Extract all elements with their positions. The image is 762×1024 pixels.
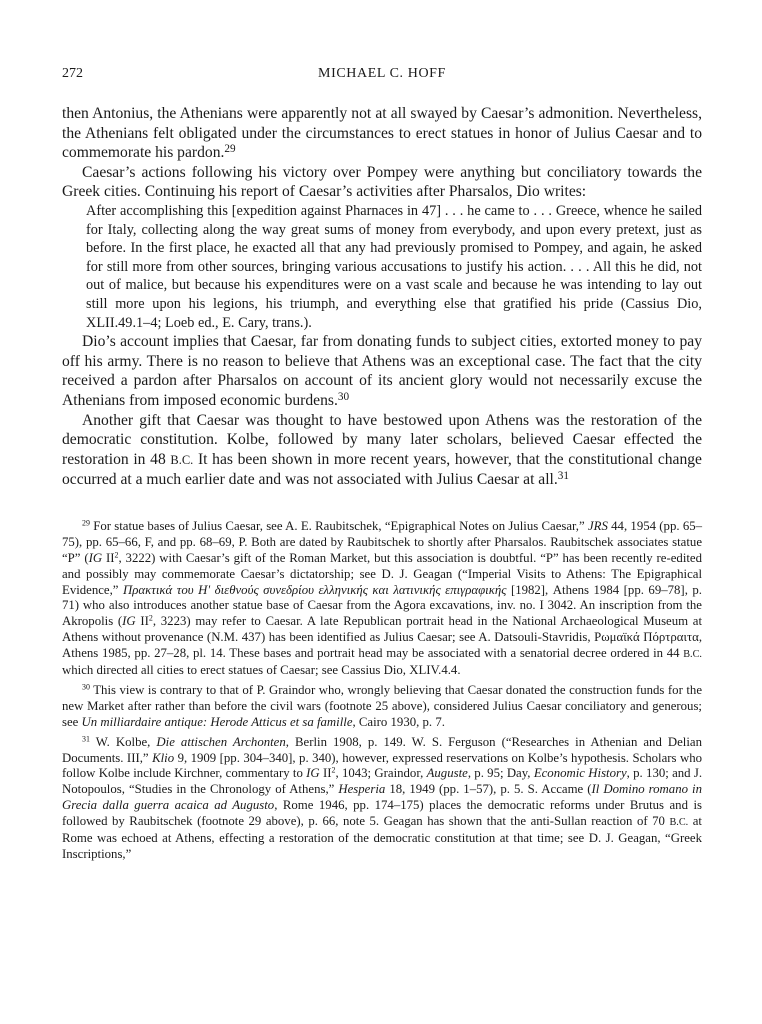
journal-title: IG bbox=[88, 550, 103, 565]
paragraph-text: then Antonius, the Athenians were apparently not at all swayed by Caesar’s admonition. Nevertheless, the Athenians felt obligated under the circumstances to erect statues in honor of Julius Caesar and to commemorate his pardon. bbox=[62, 105, 702, 162]
author-running-title: MICHAEL C. HOFF bbox=[318, 66, 446, 81]
footnote-ref-31[interactable]: 31 bbox=[557, 470, 569, 483]
footnote-29 bbox=[62, 519, 702, 679]
journal-title: Klio bbox=[152, 750, 175, 765]
footnote-number: 29 bbox=[82, 518, 90, 528]
quote-citation: XLII.49.1–4 bbox=[86, 314, 158, 331]
journal-title: IG bbox=[306, 766, 320, 781]
footnote-number: 31 bbox=[82, 734, 90, 744]
journal-title: IG bbox=[122, 614, 136, 629]
book-title: Die attischen Archonten bbox=[156, 734, 286, 749]
paragraph-continued bbox=[62, 104, 702, 163]
footnote-text: , p. 95; Day, bbox=[467, 766, 531, 781]
superscript: 2 bbox=[148, 613, 153, 623]
greek-title: Πρακτικά του Η' διεθνούς συνεδρίου ελληνικής και λατινικής επιγραφικής bbox=[123, 582, 507, 597]
quote-text bbox=[86, 202, 702, 332]
quote-text-part: After accomplishing this [expedition against Pharnaces in 47] . . . he came to . . . Greece, whence he sailed for Italy, collecting along the way great sums of money from everybody, and upon every pretext, just as before. In the first place, he exacted all that any had previously promised to Pompey, and again, he asked for still more from other sources, bringing various accusations to justify his action. . . . All this he did, not out of malice, but because his expenditures were on a vast scale and because he was intending to lay out still more upon his legions, his triumph, and everything else that gratified his pride (Cassius Dio, bbox=[86, 202, 702, 312]
citation: XLIV.4.4 bbox=[409, 663, 458, 678]
paragraph-text: Dio’s account implies that Caesar, far from donating funds to subject cities, extorted money to pay off his army. There is no reason to believe that Athens was an exceptional case. The fact that the city received a pardon after Pharsalos on account of its ancient glory would not necessarily excuse the Athenians from imposed economic burdens. bbox=[62, 333, 702, 409]
journal-title: JRS bbox=[587, 518, 608, 533]
footnote-text: This view is contrary to that of P. Graindor who, wrongly believing that Caesar donated the construction funds for the new Market after rather than before the civil wars (footnote 25 above), considered Julius Caesar conciliatory and generous; see bbox=[62, 682, 703, 729]
footnote-ref-30[interactable]: 30 bbox=[337, 390, 350, 403]
footnote-text: II bbox=[106, 550, 115, 565]
footnote-text: 44, 1954 (pp. 65–75), pp. 65–66, F, and pp. 68–69, P. Both are dated by Raubitschek to shortly after Pharsalos. Raubitschek associates statue “P” ( bbox=[62, 518, 703, 565]
footnote-ref-29[interactable]: 29 bbox=[224, 143, 236, 156]
paragraph bbox=[62, 332, 702, 410]
quote-text-part: ; Loeb ed., E. Cary, trans.). bbox=[157, 314, 312, 331]
running-head bbox=[62, 66, 702, 86]
footnote-31 bbox=[62, 735, 702, 863]
footnote-text: which directed all cities to erect statues of Caesar; see Cassius Dio, bbox=[62, 663, 406, 678]
footnote-text: II bbox=[140, 614, 149, 629]
body-text bbox=[62, 104, 702, 490]
footnote-text: 9, 1909 [pp. 304–340], p. 340), however, expressed reservations on Kolbe’s hypothesis. Scholars who follow Kolbe include Kirchner, commentary to bbox=[62, 750, 703, 781]
book-title: Economic History bbox=[533, 766, 627, 781]
block-quote bbox=[86, 202, 702, 332]
superscript: 2 bbox=[331, 766, 336, 776]
footnote-30 bbox=[62, 683, 702, 731]
paragraph-text: It has been shown in more recent years, however, that the constitutional change occurred at a much earlier date and was not associated with Julius Caesar at all. bbox=[62, 450, 702, 489]
footnote-text: [1982], Athens 1984 [pp. 69–78], p. 71) who also introduces another statue base of Caesar from the Agora excavations, inv. no. I 3042. An inscription from the Akropolis ( bbox=[62, 582, 703, 629]
paragraph bbox=[62, 411, 702, 490]
footnote-text: W. Kolbe, bbox=[95, 734, 151, 749]
page-number: 272 bbox=[62, 66, 83, 81]
footnote-text: , 3223) may refer to Caesar. A late Republican portrait head in the National Archaeological Museum at Athens without provenance (N.M. 437) has been identified as Julius Caesar; see A. Datsouli-Stavridis, bbox=[62, 614, 703, 645]
era-abbrev: B.C. bbox=[669, 817, 689, 829]
superscript: 2 bbox=[114, 550, 119, 560]
footnote-text: II bbox=[322, 766, 332, 781]
footnote-text: , Athens 1985, pp. 27–28, pl. 14. These bases and portrait head may be associated with a senatorial decree ordered in 44 bbox=[62, 630, 703, 661]
paragraph-text: Caesar’s actions following his victory over Pompey were anything but conciliatory towards the Greek cities. Continuing his report of Caesar’s activities after Pharsalos, Dio writes: bbox=[62, 163, 702, 201]
footnote-text: , Rome 1946, pp. 174–175) places the democratic reforms under Brutus and is followed by Raubitschek (footnote 29 above), p. 66, note 5. Geagan has shown that the anti-Sullan reaction of 70 bbox=[62, 798, 702, 829]
book-title: Un milliardaire antique: Herode Atticus et sa famille bbox=[81, 714, 353, 729]
footnote-text: , 1043; Graindor, bbox=[335, 766, 424, 781]
footnote-text: , Berlin 1908, p. 149. W. S. Ferguson (“Researches in Athenian and Delian Documents. III,” bbox=[62, 734, 703, 765]
era-abbrev: B.C. bbox=[683, 649, 702, 661]
footnote-text: 18, 1949 (pp. 1–57), p. 5. S. Accame ( bbox=[389, 782, 592, 797]
paragraph-text: Another gift that Caesar was thought to have bestowed upon Athens was the restoration of the democratic constitution. Kolbe, followed by many later scholars, believed Caesar effected the restoration in 48 bbox=[62, 411, 702, 468]
book-title: Il Domino romano in Grecia dalla guerra acaica ad Augusto bbox=[62, 782, 702, 813]
footnote-text: , 3222) with Caesar’s gift of the Roman Market, but this association is doubtful. “P” has been recently re-edited and possibly may commemorate Caesar’s dictatorship; see D. J. Geagan (“Imperial Visits to Athens: The Epigraphical Evidence,” bbox=[62, 550, 703, 597]
page bbox=[62, 66, 702, 867]
footnote-text: For statue bases of Julius Caesar, see A. E. Raubitschek, “Epigraphical Notes on Julius Caesar,” bbox=[93, 518, 585, 533]
greek-title: Ρωμαϊκά Πόρτραιτα bbox=[594, 630, 699, 645]
footnote-text: . bbox=[457, 663, 461, 678]
footnote-text: , p. 130; and J. Notopoulos, “Studies in the Chronology of Athens,” bbox=[62, 766, 703, 797]
footnotes bbox=[62, 519, 702, 863]
footnote-text: at Rome was echoed at Athens, effecting a restoration of the democratic constitution at that time; see D. J. Geagan, “Greek Inscriptions,” bbox=[62, 814, 702, 861]
era-abbrev: B.C. bbox=[170, 452, 194, 467]
book-title: Auguste bbox=[426, 766, 468, 781]
footnote-number: 30 bbox=[82, 682, 90, 692]
footnote-text: , Cairo 1930, p. 7. bbox=[352, 714, 445, 729]
paragraph bbox=[62, 163, 702, 202]
journal-title: Hesperia bbox=[338, 782, 386, 797]
